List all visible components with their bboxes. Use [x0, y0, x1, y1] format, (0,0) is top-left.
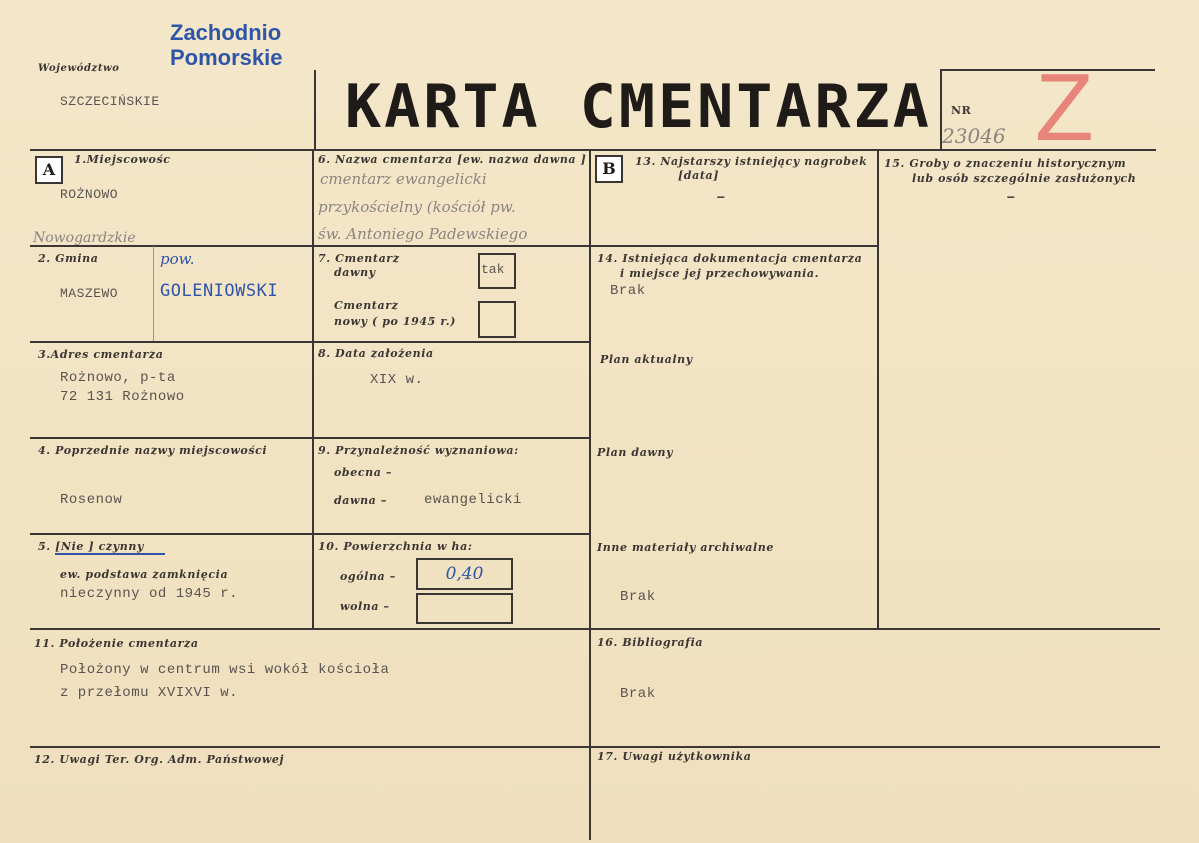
f8-value: XIX w. — [370, 372, 424, 388]
f13-value: – — [716, 188, 726, 206]
divider-row3 — [30, 437, 590, 439]
f16-label: 16. Bibliografia — [597, 636, 704, 649]
nr-label: NR — [951, 104, 972, 117]
f7-old-checkbox[interactable] — [478, 253, 516, 289]
f2-pow-handwritten: pow. — [160, 250, 195, 268]
f3-label: 3.Adres cmentarza — [38, 348, 164, 361]
f14-value: Brak — [610, 283, 646, 299]
f6-handwritten-line1: cmentarz ewangelicki — [320, 170, 487, 188]
divider-col-b — [877, 150, 879, 628]
f10-label: 10. Powierzchnia w ha: — [318, 540, 473, 553]
divider-b-row1 — [590, 245, 878, 247]
f3-line2: 72 131 Rożnowo — [60, 389, 185, 405]
f9-former-value: ewangelicki — [424, 492, 522, 508]
f11-line2: z przełomu XVIXVI w. — [60, 685, 239, 701]
f11-label: 11. Położenie cmentarza — [34, 637, 199, 650]
f7-new-label1: Cmentarz — [334, 299, 399, 312]
f7-old-label2: dawny — [334, 266, 376, 279]
f5-value: nieczynny od 1945 r. — [60, 586, 239, 602]
f15-label2: lub osób szczególnie zasłużonych — [912, 172, 1137, 185]
f5-label: 5. [Nie ] czynny — [38, 540, 144, 553]
f10-total-value: 0,40 — [445, 564, 484, 584]
region-stamp: Zachodnio Pomorskie — [170, 20, 283, 70]
f9-former-label: dawna – — [334, 494, 387, 507]
f6-handwritten-line3: św. Antoniego Padewskiego — [318, 225, 528, 243]
other-archive-value: Brak — [620, 589, 656, 605]
f11-line1: Położony w centrum wsi wokół kościoła — [60, 662, 390, 678]
f7-old-value: tak — [481, 262, 505, 277]
f5-underline — [55, 553, 165, 555]
f6-handwritten-line2: przykościelny (kościół pw. — [318, 198, 516, 216]
f10-total-box[interactable] — [416, 558, 513, 590]
f8-label: 8. Data założenia — [318, 347, 434, 360]
f7-new-label2: nowy ( po 1945 r.) — [334, 315, 456, 328]
divider-col-a1 — [312, 150, 314, 628]
voivodeship-label: Województwo — [38, 63, 120, 74]
f9-label: 9. Przynależność wyznaniowa: — [318, 444, 519, 457]
f9-current-label: obecna – — [334, 466, 392, 479]
card-title: KARTA CMENTARZA — [345, 72, 932, 142]
divider-row2 — [30, 341, 590, 343]
divider-gmina-inner — [153, 246, 154, 341]
f10-total-label: ogólna – — [340, 570, 396, 583]
f1-label: 1.Miejscowośc — [74, 153, 171, 166]
f4-value: Rosenow — [60, 492, 123, 508]
f13-label2: [data] — [678, 169, 720, 182]
divider-header — [30, 149, 1156, 151]
f2-county: GOLENIOWSKI — [160, 281, 279, 301]
f2-label: 2. Gmina — [38, 252, 99, 265]
f10-free-box[interactable] — [416, 593, 513, 624]
f1-handwritten: Nowogardzkie — [33, 230, 136, 246]
f14-label2: i miejsce jej przechowywania. — [620, 267, 820, 280]
f10-free-label: wolna – — [340, 600, 390, 613]
f14-label1: 14. Istniejąca dokumentacja cmentarza — [597, 252, 863, 265]
f15-value: – — [1006, 188, 1016, 206]
f15-label1: 15. Groby o znaczeniu historycznym — [884, 157, 1127, 170]
f1-value: ROŻNOWO — [60, 187, 119, 202]
voivodeship-value: SZCZECIŃSKIE — [60, 94, 160, 109]
section-a-badge: A — [35, 156, 63, 184]
section-b-badge: B — [595, 155, 623, 183]
f16-value: Brak — [620, 686, 656, 702]
plan-current-label: Plan aktualny — [600, 353, 693, 366]
f17-label: 17. Uwagi użytkownika — [597, 750, 752, 763]
f7-new-checkbox[interactable] — [478, 301, 516, 338]
divider-row4 — [30, 533, 590, 535]
nr-mark: Z — [1035, 54, 1094, 161]
f3-line1: Rożnowo, p-ta — [60, 370, 176, 386]
other-archive-label: Inne materiały archiwalne — [597, 541, 774, 554]
divider-col-a2 — [589, 150, 591, 840]
divider-row5 — [30, 628, 1160, 630]
divider-row6 — [30, 746, 1160, 748]
f5-sublabel: ew. podstawa zamknięcia — [60, 568, 229, 581]
f6-label: 6. Nazwa cmentarza [ew. nazwa dawna ] — [318, 153, 587, 166]
divider-title-left — [314, 70, 316, 150]
f12-label: 12. Uwagi Ter. Org. Adm. Państwowej — [34, 753, 285, 766]
f2-value: MASZEWO — [60, 286, 119, 301]
plan-old-label: Plan dawny — [597, 446, 674, 459]
f13-label1: 13. Najstarszy istniejący nagrobek — [635, 155, 868, 168]
nr-value: 23046 — [942, 124, 1006, 148]
f4-label: 4. Poprzednie nazwy miejscowości — [38, 444, 268, 457]
f7-old-label1: 7. Cmentarz — [318, 252, 400, 265]
